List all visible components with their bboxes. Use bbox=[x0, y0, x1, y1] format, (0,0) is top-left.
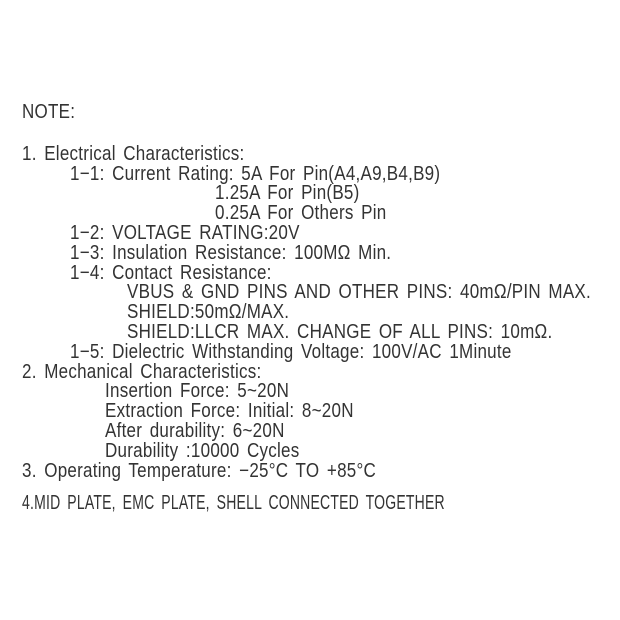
note-line bbox=[0, 283, 620, 303]
note-line-text: 1.25A For Pin(B5) bbox=[215, 182, 360, 205]
footer-note-text: 4.MID PLATE, EMC PLATE, SHELL CONNECTED TOGETHER bbox=[22, 492, 445, 515]
note-line-text: 1−4: Contact Resistance: bbox=[70, 261, 272, 284]
note-line-text: 1−5: Dielectric Withstanding Voltage: 100V/AC 1Minute bbox=[70, 340, 512, 363]
note-line-text: 2. Mechanical Characteristics: bbox=[22, 360, 262, 383]
note-line bbox=[0, 459, 620, 482]
note-lines bbox=[0, 142, 620, 482]
note-line-text: Durability :10000 Cycles bbox=[105, 439, 300, 462]
note-line-text: Insertion Force: 5~20N bbox=[105, 380, 290, 403]
note-heading-text: NOTE: bbox=[22, 101, 76, 123]
note-line-text: 1−1: Current Rating: 5A For Pin(A4,A9,B4,B9) bbox=[70, 162, 441, 185]
note-heading bbox=[0, 103, 620, 123]
note-line bbox=[0, 360, 620, 383]
note-line-text: Extraction Force: Initial: 8~20N bbox=[105, 400, 354, 423]
note-line bbox=[0, 402, 620, 422]
note-line-text: 1. Electrical Characteristics: bbox=[22, 142, 245, 165]
footer-note bbox=[0, 494, 620, 514]
note-line bbox=[0, 419, 620, 442]
note-line-text: 1−2: VOLTAGE RATING:20V bbox=[70, 221, 300, 244]
note-line-text: 1−3: Insulation Resistance: 100MΩ Min. bbox=[70, 241, 392, 264]
note-line-text: After durability: 6~20N bbox=[105, 419, 285, 442]
note-line-text: 0.25A For Others Pin bbox=[215, 202, 387, 225]
note-line-text: SHIELD:50mΩ/MAX. bbox=[127, 301, 290, 324]
note-line-text: 3. Operating Temperature: −25°C TO +85°C bbox=[22, 459, 377, 482]
note-line-text: SHIELD:LLCR MAX. CHANGE OF ALL PINS: 10mΩ. bbox=[127, 320, 553, 343]
note-line-text: VBUS & GND PINS AND OTHER PINS: 40mΩ/PIN MAX. bbox=[127, 281, 592, 304]
